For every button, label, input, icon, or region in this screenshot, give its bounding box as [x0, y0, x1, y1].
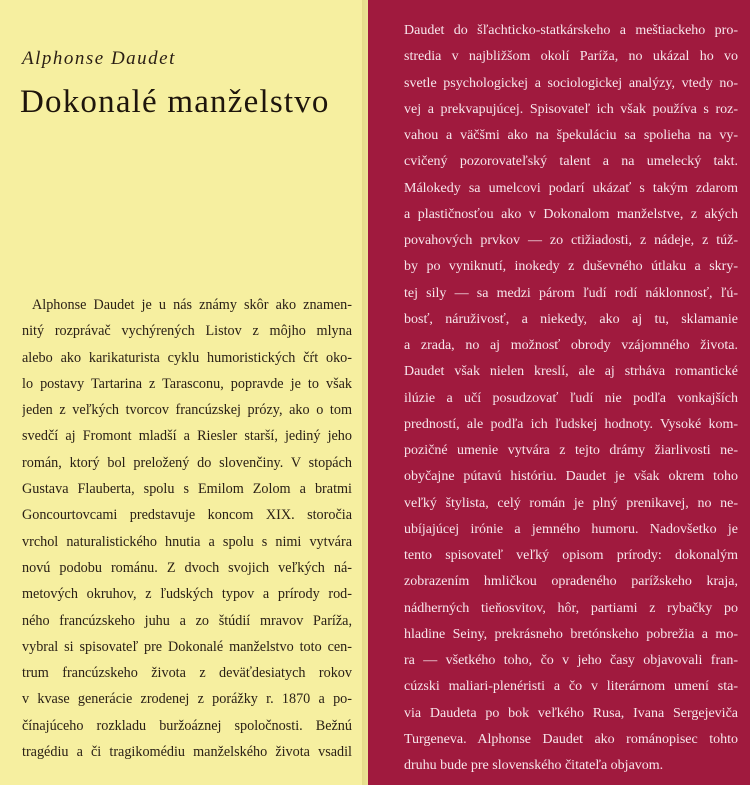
text-line: pozičné umenie vytvára z tejto drámy žiarlivosti ne-	[404, 443, 738, 458]
text-line: vej a prekvapujúcej. Spisovateľ ich však používa s roz-	[404, 101, 738, 117]
text-line: ubíjajúcej irónie a jemného humoru. Nadovšetko je	[404, 521, 738, 537]
text-line: román, ktorý bol preložený do slovenčiny. V stopách	[22, 454, 352, 471]
text-line: v kvase generácie zrodenej z porážky r. 1870 a po-	[22, 691, 352, 708]
text-line: Málokedy sa umelcovi podarí ukázať s takým zdarom	[404, 180, 738, 196]
text-line: lo postavy Tartarina z Tarasconu, popravde je to však	[22, 375, 352, 392]
right-column-text	[404, 18, 738, 779]
text-line: Turgeneva. Alphonse Daudet ako románopisec tohto	[404, 731, 738, 747]
text-line: ilúzie a učí posudzovať ľudí nie podľa vonkajších	[404, 390, 738, 406]
text-line: jeden z veľkých tvorcov francúzskej prózy, ako o tom	[22, 402, 352, 419]
text-line: zobrazením hmličkou opradeného parížskeho kraja,	[404, 574, 738, 590]
text-line: čínajúceho rozkladu buržoáznej spoločnosti. Bežnú	[22, 717, 352, 734]
text-line: Daudet do šľachticko-statkárskeho a meštiackeho pro-	[404, 23, 738, 38]
text-line: Daudet však nielen kreslí, ale aj strháva romantické	[404, 364, 738, 380]
text-line: povahových prvkov — zo ctižiadosti, z nádeje, z túž-	[404, 233, 738, 248]
text-line: ného francúzskeho juhu a zo štúdií mravov Paríža,	[22, 612, 352, 629]
text-line: tej sily — sa medzi párom ľudí rodí náklonnosť, ľú-	[404, 285, 738, 301]
text-line: alebo ako karikaturista cyklu humoristických čŕt oko-	[22, 349, 352, 366]
text-line: stredia v najbližšom okolí Paríža, no ukázal ho vo	[404, 49, 738, 65]
text-line: hladine Seiny, prekrásneho bretónskeho pobrežia a mo-	[404, 626, 738, 642]
author-name: Alphonse Daudet	[22, 48, 176, 69]
text-line: vybral si spisovateľ pre Dokonalé manželstvo toto cen-	[22, 638, 352, 655]
text-line: cúzski maliari-plenéristi a čo v literárnom umení sta-	[404, 679, 738, 695]
text-line: metových okruhov, z ľudských typov a prírody rod-	[22, 586, 352, 603]
text-line: by po vyniknutí, inokedy z duševného útlaku a skry-	[404, 259, 738, 275]
text-line: Goncourtovcami predstavuje koncom XIX. storočia	[22, 507, 352, 524]
text-line: ra — všetkého toho, čo v jeho časy objavovali fran-	[404, 653, 738, 668]
text-line: trum francúzskeho života z deväťdesiatych rokov	[22, 665, 352, 682]
text-line: predností, ale podľa ich ľudskej hodnoty. Vysoké kom-	[404, 416, 738, 432]
text-line: druhu bude pre slovenského čitateľa objavom.	[404, 758, 664, 773]
text-line: novú podobu románu. Z dvoch svojich veľkých ná-	[22, 559, 352, 576]
text-line: a zrada, no aj možnosť obrody vzájomného života.	[404, 338, 738, 353]
text-line: Alphonse Daudet je u nás známy skôr ako znamen-	[32, 297, 352, 313]
text-line: via Daudeta po bok veľkého Rusa, Ivana Sergejeviča	[404, 705, 738, 721]
text-line: svedčí aj Fromont mladší a Riesler starší, jediný jeho	[22, 428, 352, 445]
text-line: vahou a väčšmi ako na špekuláciu sa spolieha na vy-	[404, 128, 738, 143]
text-line: a plastičnosťou ako v Dokonalom manželstve, z akých	[404, 206, 738, 222]
text-line: svetle psychologickej a sociologickej analýzy, vtedy no-	[404, 75, 738, 91]
text-line: veľký štylista, celý román je plný prenikavej, no ne-	[404, 495, 738, 511]
text-line: obyčajne pútavú históriu. Daudet je však okrem toho	[404, 469, 738, 485]
text-line: nitý rozprávač vychýrených Listov z môjho mlyna	[22, 323, 352, 340]
text-line: bosť, náruživosť, a niekedy, ako aj tu, sklamanie	[404, 311, 738, 327]
book-title: Dokonalé manželstvo	[20, 84, 330, 120]
text-line: Gustava Flauberta, spolu s Emilom Zolom a bratmi	[22, 481, 352, 498]
text-line: vrchol naturalistického hnutia a spolu s nimi vytvára	[22, 533, 352, 550]
text-line: tragédiu a či tragikomédiu manželského života vsadil	[22, 744, 352, 761]
text-line: nádherných tieňosvitov, hôr, partiami z rybačky po	[404, 600, 738, 616]
text-line: tento spisovateľ veľký opisom prírody: dokonalým	[404, 548, 738, 563]
text-line: cvičený pozorovateľský talent a na umelecký takt.	[404, 154, 738, 170]
left-column-text	[22, 292, 352, 765]
